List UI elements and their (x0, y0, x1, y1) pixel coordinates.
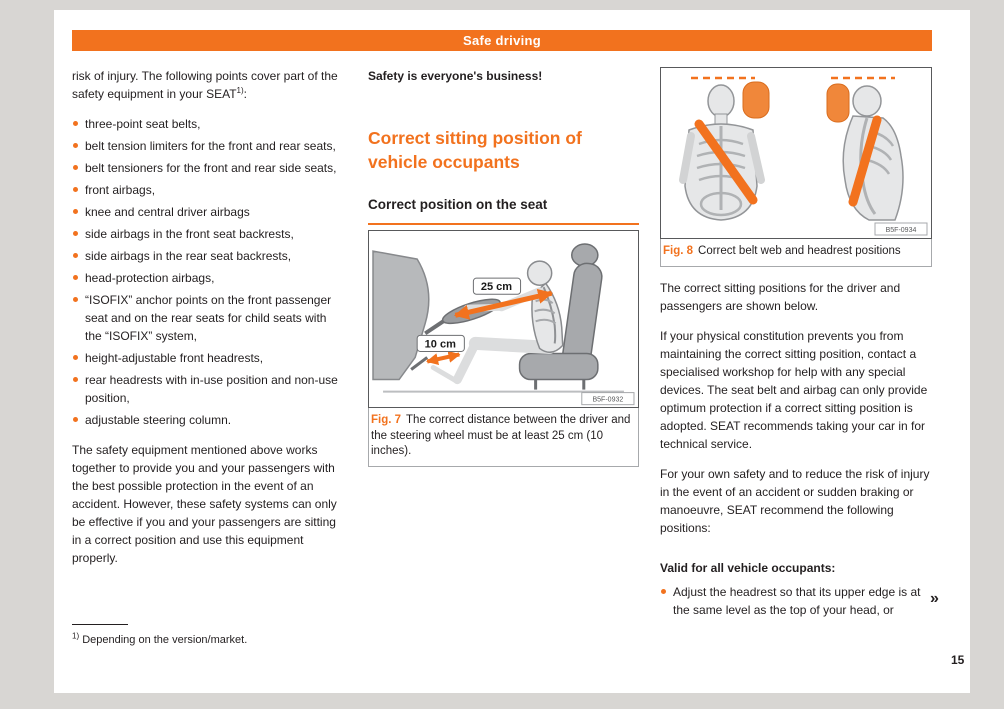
dashboard-shape (373, 251, 429, 379)
left-column (72, 67, 340, 567)
safety-equipment-list (72, 115, 340, 429)
continuation-mark: » (930, 590, 939, 607)
list-item: side airbags in the rear seat backrests, (72, 247, 340, 265)
right-column (660, 67, 932, 619)
subsection-heading: Correct position on the seat (368, 195, 639, 224)
footnote-reference: 1) (236, 86, 244, 95)
list-item: adjustable steering column. (72, 411, 340, 429)
figure-8-caption (660, 239, 932, 267)
closing-paragraph: The safety equipment mentioned above works together to provide you and your passengers with the best possible protection in the event of an accident. However, these safety systems can only be effective if you and your passengers are sitting in a correct position and use this equipment properly. (72, 443, 337, 565)
paragraph: For your own safety and to reduce the risk of injury in the event of an accident or sudden braking or manoeuvre, SEAT recommend the following positions: (660, 466, 930, 535)
footnote-marker: 1) (72, 631, 80, 641)
list-item: rear headrests with in-use position and non-use position, (72, 371, 340, 407)
figure-8-image (660, 67, 932, 239)
figure-7-caption (368, 408, 639, 467)
figure-8-illustration (661, 68, 931, 238)
list-item: knee and central driver airbags (72, 203, 340, 221)
list-item: belt tension limiters for the front and rear seats, (72, 137, 340, 155)
manual-page (54, 10, 970, 693)
list-item: side airbags in the front seat backrests, (72, 225, 340, 243)
headrest-shape (827, 84, 849, 122)
intro-text: risk of injury. The following points cover part of the safety equipment in your SEAT (72, 69, 338, 101)
figure-7 (368, 230, 639, 467)
footnote (72, 624, 247, 648)
list-item: head-protection airbags, (72, 269, 340, 287)
figure-7-caption-text: The correct distance between the driver and the steering wheel must be at least 25 cm (10 inches). (371, 414, 631, 458)
figure-code: B5F-0932 (592, 396, 624, 404)
list-item: “ISOFIX” anchor points on the front passenger seat and on the rear seats for child seats with the “ISOFIX” system, (72, 291, 340, 345)
front-view-figure (683, 82, 769, 220)
paragraph: If your physical constitution prevents you from maintaining the correct sitting position, contact a specialised workshop for help with any special devices. The seat belt and airbag can only provide optimum protection if a correct sitting position is adopted. SEAT recommends taking your car in for technical service. (660, 328, 928, 451)
section-heading: Correct sitting position of vehicle occupants (368, 128, 582, 172)
section-title: Safe driving (462, 33, 541, 48)
intro-paragraph (72, 67, 340, 103)
distance-label-25: 25 cm (480, 280, 513, 293)
list-item: Adjust the headrest so that its upper edge is at the same level as the top of your head, or (660, 583, 932, 619)
valid-occupants-heading: Valid for all vehicle occupants: (660, 560, 836, 575)
list-item: three-point seat belts, (72, 115, 340, 133)
list-item: height-adjustable front headrests, (72, 349, 340, 367)
middle-column (368, 67, 639, 467)
figure-8-label: Fig. 8 (663, 245, 694, 257)
paragraph: The correct sitting positions for the driver and passengers are shown below. (660, 280, 901, 313)
figure-7-label: Fig. 7 (371, 414, 402, 427)
footnote-text: $^{1)}$ Depending on the version/market. (72, 631, 248, 646)
headrest-shape (743, 82, 769, 118)
intro-colon: : (243, 87, 247, 101)
lead-text: Safety is everyone's business! (368, 69, 543, 83)
side-view-figure (827, 84, 903, 220)
figure-8 (660, 67, 932, 267)
list-item: front airbags, (72, 181, 340, 199)
page-number: 15 (951, 653, 965, 667)
figure-8-caption-text: Correct belt web and headrest positions (698, 245, 901, 257)
figure-code: B5F-0934 (885, 227, 917, 234)
figure-7-image (368, 230, 639, 409)
footnote-divider (72, 624, 128, 625)
distance-label-10: 10 cm (424, 337, 456, 350)
figure-7-illustration (369, 231, 638, 408)
section-header (72, 30, 932, 51)
list-item: belt tensioners for the front and rear side seats, (72, 159, 340, 177)
